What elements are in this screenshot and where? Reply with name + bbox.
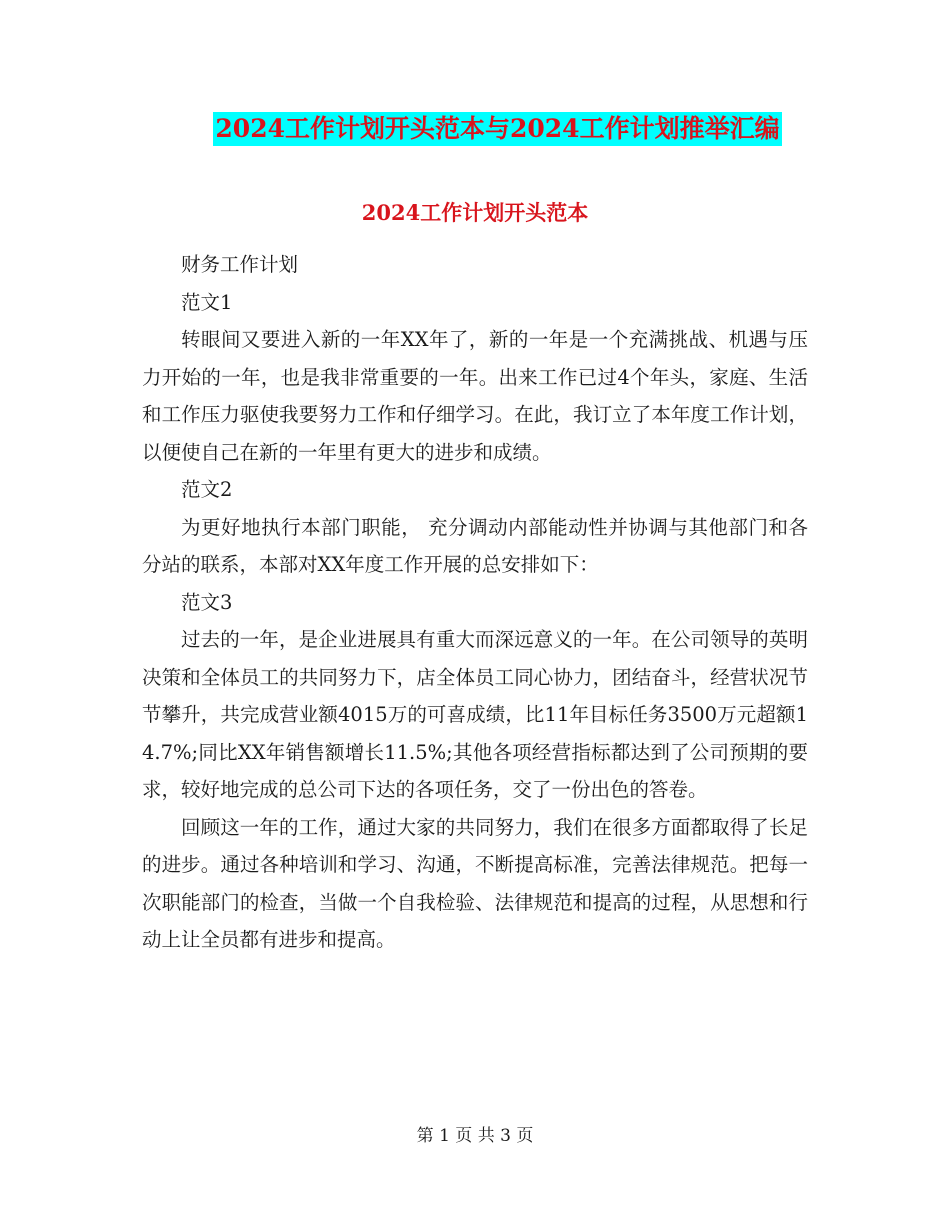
paragraph-label-1: 范文1	[181, 290, 233, 314]
paragraph: 过去的一年，是企业进展具有重大而深远意义的一年。在公司领导的英明决策和全体员工的共同努力下，店全体员工同心协力，团结奋斗，经营状况节节攀升，共完成营业额4015万的可喜成绩，比11年目标任务3500万元超额14.7%;同比XX年销售额增长11.5%;其他各项经营指标都达到了公司预期的要求，较好地完成的总公司下达的各项任务，交了一份出色的答卷。	[142, 628, 808, 801]
paragraph: 回顾这一年的工作，通过大家的共同努力，我们在很多方面都取得了长足的进步。通过各种培训和学习、沟通，不断提高标准，完善法律规范。把每一次职能部门的检查，当做一个自我检验、法律规范和提高的过程，从思想和行动上让全员都有进步和提高。	[142, 815, 808, 951]
document-body	[142, 246, 808, 959]
paragraph-heading: 财务工作计划	[181, 253, 299, 276]
page-number-footer: 第 1 页 共 3 页	[416, 1126, 534, 1146]
paragraph: 为更好地执行本部门职能， 充分调动内部能动性并协调与其他部门和各分站的联系，本部对XX年度工作开展的总安排如下：	[142, 515, 808, 576]
section-title: 2024工作计划开头范本	[361, 200, 589, 225]
paragraph-label-2: 范文2	[181, 478, 233, 501]
document-title-container	[0, 112, 950, 146]
paragraph: 转眼间又要进入新的一年XX年了，新的一年是一个充满挑战、机遇与压力开始的一年，也是我非常重要的一年。出来工作已过4个年头，家庭、生活和工作压力驱使我要努力工作和仔细学习。在此，我订立了本年度工作计划，以便使自己在新的一年里有更大的进步和成绩。	[142, 328, 808, 464]
document-title: 2024工作计划开头范本与2024工作计划推举汇编	[213, 112, 781, 146]
paragraph-label-3: 范文3	[181, 590, 233, 614]
